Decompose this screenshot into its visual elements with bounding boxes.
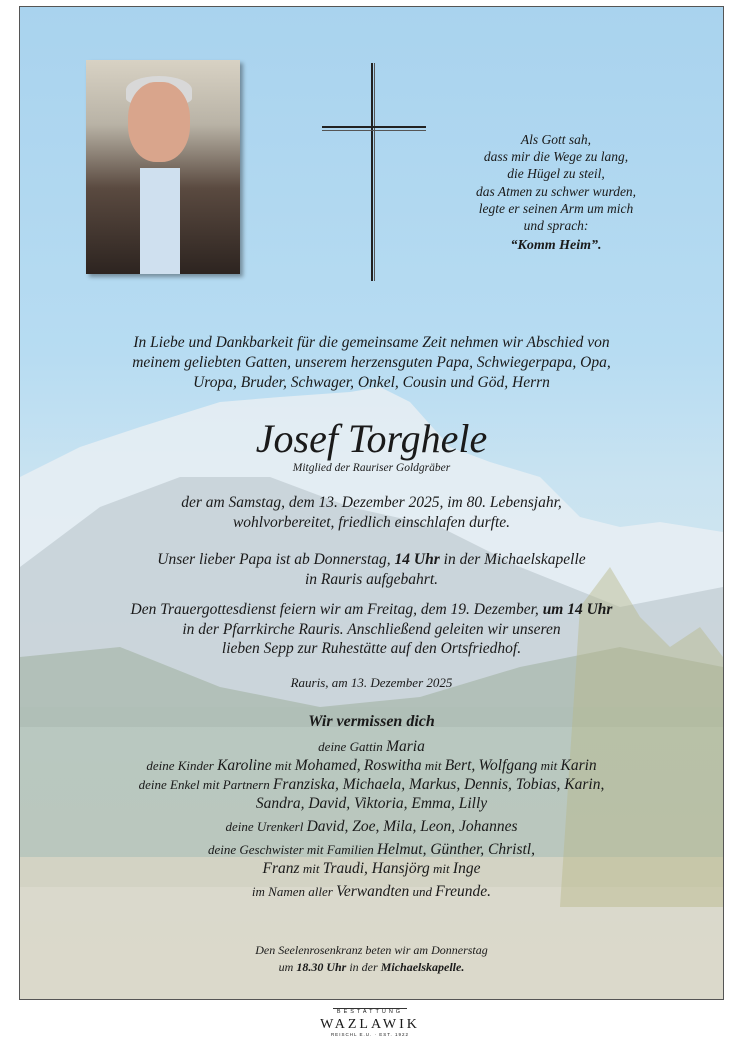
- wake-notice: [20, 550, 723, 589]
- family-siblings: deine Geschwister mit Familien Helmut, Günther, Christl,: [208, 841, 535, 858]
- family-children: deine Kinder Karoline mit Mohamed, Roswitha mit Bert, Wolfgang mit Karin: [146, 757, 597, 774]
- funeral-line: in der Pfarrkirche Rauris. Anschließend geleiten wir unseren: [182, 620, 561, 638]
- wake-place: in der Michaelskapelle: [439, 551, 586, 568]
- intro-line: Uropa, Bruder, Schwager, Onkel, Cousin und Göd, Herrn: [193, 374, 550, 391]
- poem-line: dass mir die Wege zu lang,: [483, 149, 629, 165]
- rosary-line: Den Seelenrosenkranz beten wir am Donnerstag: [255, 943, 488, 957]
- poem-line: die Hügel zu steil,: [507, 166, 605, 182]
- logo-bottom: REISCHL E.U. · EST. 1922: [330, 1032, 410, 1037]
- intro-line: meinem geliebten Gatten, unserem herzensguten Papa, Schwiegerpapa, Opa,: [132, 354, 611, 371]
- logo-top: BESTATTUNG: [333, 1008, 407, 1015]
- poem: [445, 131, 667, 254]
- portrait-photo: [86, 60, 240, 274]
- intro-line: In Liebe und Dankbarkeit für die gemeinsame Zeit nehmen wir Abschied von: [133, 334, 610, 351]
- poem-line: legte er seinen Arm um mich: [478, 200, 634, 216]
- funeral-notice: [20, 600, 723, 659]
- family-siblings-cont: Franz mit Traudi, Hansjörg mit Inge: [262, 860, 481, 877]
- family-all-relatives: im Namen aller Verwandten und Freunde.: [251, 883, 492, 900]
- we-miss-you-heading: Wir vermissen dich: [308, 713, 435, 730]
- poem-line: und sprach:: [523, 218, 589, 234]
- place-date: Rauris, am 13. Dezember 2025: [290, 675, 453, 690]
- poem-line: das Atmen zu schwer wurden,: [475, 183, 637, 199]
- obituary-card: [19, 6, 724, 1000]
- death-notice: [20, 493, 723, 532]
- funeral-home-logo: [290, 1000, 450, 1037]
- deceased-name: Josef Torghele: [255, 416, 488, 461]
- family-wife: deine Gattin Maria: [318, 738, 425, 755]
- deceased-subtitle: Mitglied der Rauriser Goldgräber: [292, 462, 451, 474]
- family-list: [20, 737, 723, 901]
- family-grandchildren-cont: Sandra, David, Viktoria, Emma, Lilly: [255, 795, 488, 812]
- funeral-line: lieben Sepp zur Ruhestätte auf den Ortsfriedhof.: [221, 640, 522, 657]
- logo-name: WAZLAWIK: [320, 1017, 420, 1032]
- wake-text: Unser lieber Papa ist ab Donnerstag,: [157, 551, 395, 568]
- wake-time: 14 Uhr: [394, 551, 440, 568]
- poem-line: Als Gott sah,: [520, 132, 592, 147]
- family-great-grandchildren: deine Urenkerl David, Zoe, Mila, Leon, Johannes: [225, 818, 518, 835]
- poem-closing: “Komm Heim”.: [510, 238, 602, 254]
- wake-line: in Rauris aufgebahrt.: [304, 570, 439, 588]
- death-line: wohlvorbereitet, friedlich einschlafen durfte.: [232, 513, 511, 531]
- funeral-time: um 14 Uhr: [542, 601, 613, 618]
- funeral-text: Den Trauergottesdienst feiern wir am Freitag, dem 19. Dezember,: [130, 601, 543, 618]
- family-grandchildren: deine Enkel mit Partnern Franziska, Michaela, Markus, Dennis, Tobias, Karin,: [138, 776, 605, 793]
- intro-text: [20, 333, 723, 393]
- death-line: der am Samstag, dem 13. Dezember 2025, im 80. Lebensjahr,: [181, 494, 562, 511]
- rosary-time: 18.30 Uhr: [296, 960, 347, 974]
- rosary-notice: Den Seelenrosenkranz beten wir am Donnerstag um 18.30 Uhr in der Michaelskapelle.: [20, 942, 723, 976]
- rosary-place: Michaelskapelle.: [380, 960, 465, 974]
